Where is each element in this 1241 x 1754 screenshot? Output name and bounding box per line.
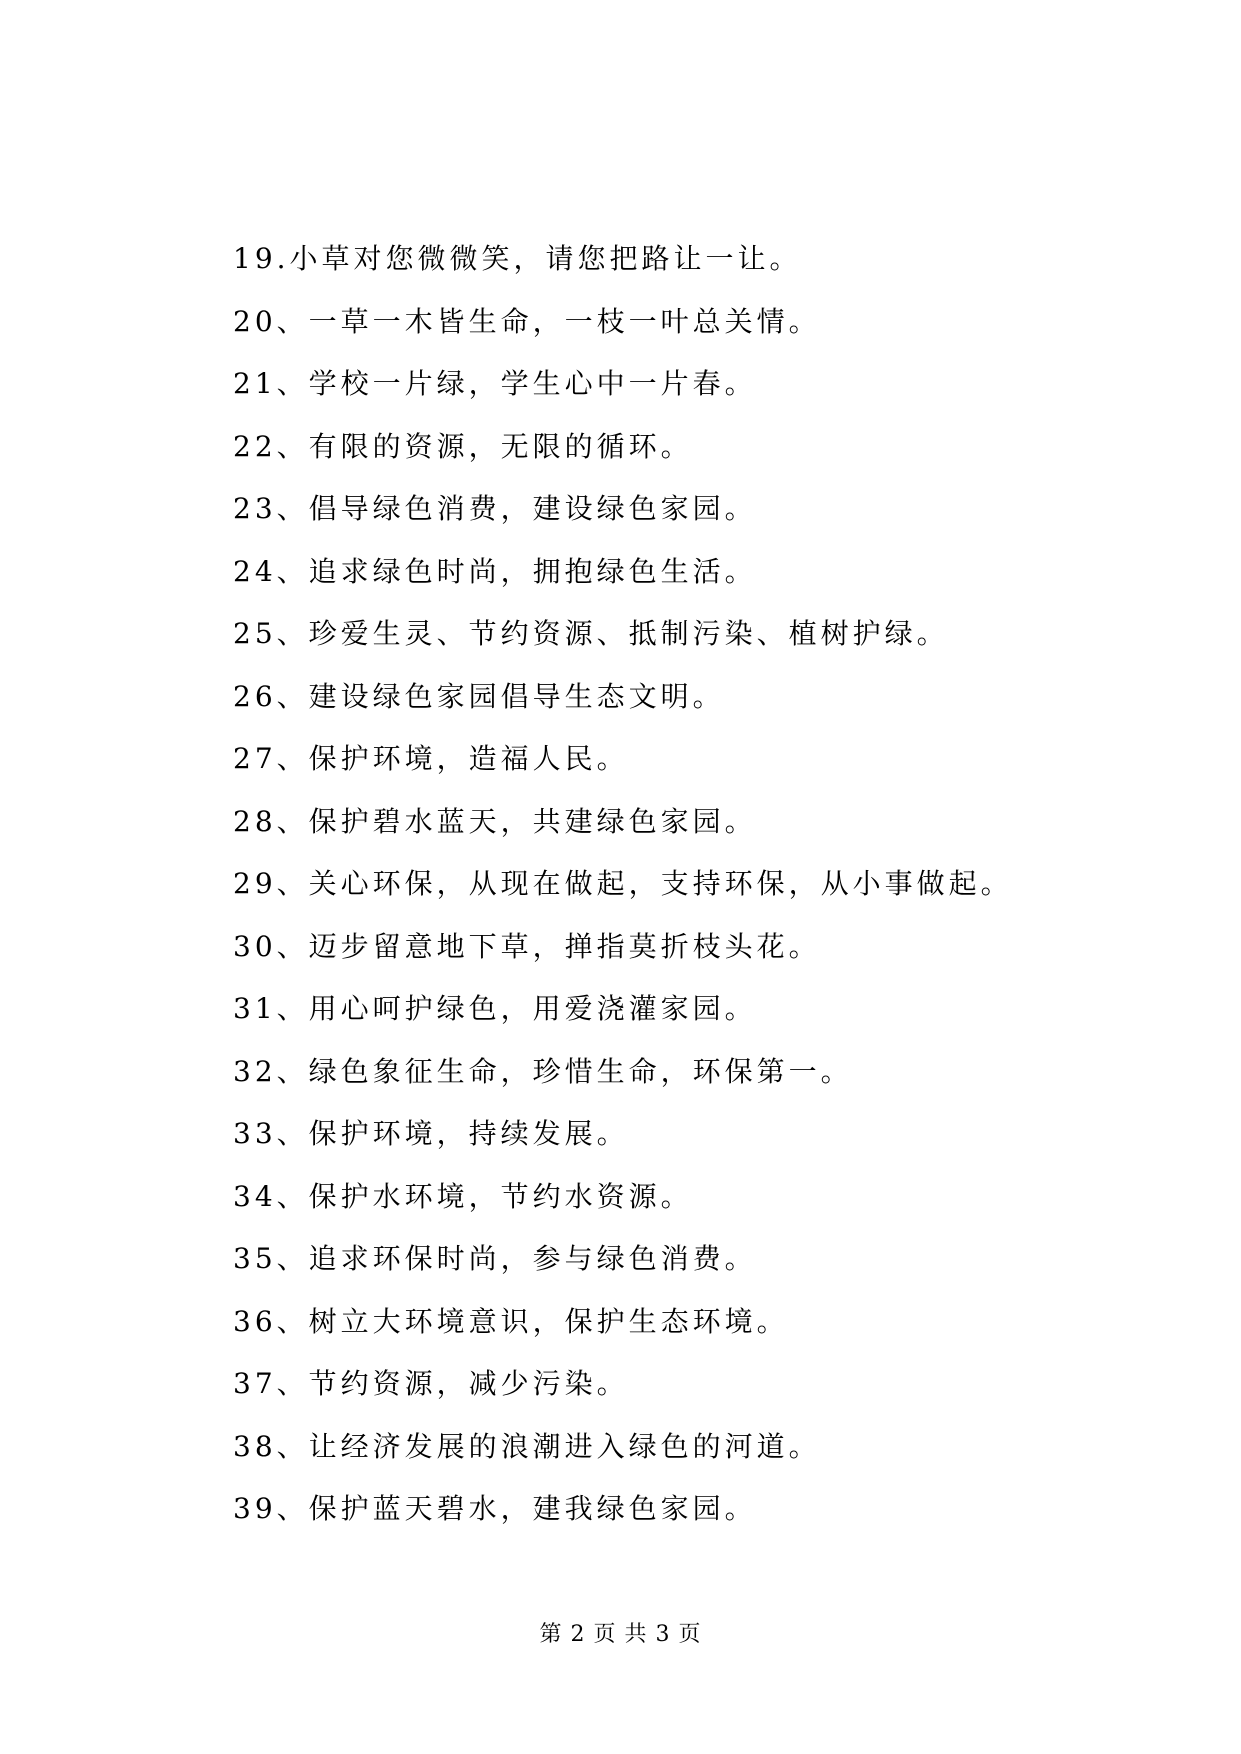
list-item: 37、节约资源，减少污染。 [233, 1367, 629, 1400]
list-item: 26、建设绿色家园倡导生态文明。 [233, 679, 725, 713]
list-item: 19.小草对您微微笑，请您把路让一让。 [233, 242, 802, 275]
list-item: 28、保护碧水蓝天，共建绿色家园。 [233, 804, 757, 838]
list-item: 32、绿色象征生命，珍惜生命，环保第一。 [233, 1054, 853, 1088]
list-item: 29、关心环保，从现在做起，支持环保，从小事做起。 [233, 867, 1013, 900]
list-item: 30、迈步留意地下草，掸指莫折枝头花。 [233, 929, 821, 963]
list-item: 25、珍爱生灵、节约资源、抵制污染、植树护绿。 [233, 617, 949, 650]
list-item: 27、保护环境，造福人民。 [233, 742, 629, 775]
list-item: 34、保护水环境，节约水资源。 [233, 1179, 693, 1213]
list-item: 38、让经济发展的浪潮进入绿色的河道。 [233, 1429, 821, 1463]
list-item: 24、追求绿色时尚，拥抱绿色生活。 [233, 554, 757, 588]
page-footer: 第 2 页 共 3 页 [539, 1622, 702, 1647]
list-item: 23、倡导绿色消费，建设绿色家园。 [233, 492, 757, 525]
list-item: 20、一草一木皆生命，一枝一叶总关情。 [233, 304, 821, 338]
list-item: 39、保护蓝天碧水，建我绿色家园。 [233, 1492, 757, 1525]
list-item: 31、用心呵护绿色，用爱浇灌家园。 [233, 992, 757, 1025]
list-item: 36、树立大环境意识，保护生态环境。 [233, 1304, 789, 1338]
slogan-list [233, 228, 1093, 1541]
list-item: 33、保护环境，持续发展。 [233, 1117, 629, 1150]
list-item: 22、有限的资源，无限的循环。 [233, 429, 693, 463]
list-item: 35、追求环保时尚，参与绿色消费。 [233, 1242, 757, 1275]
list-item: 21、学校一片绿，学生心中一片春。 [233, 367, 757, 400]
